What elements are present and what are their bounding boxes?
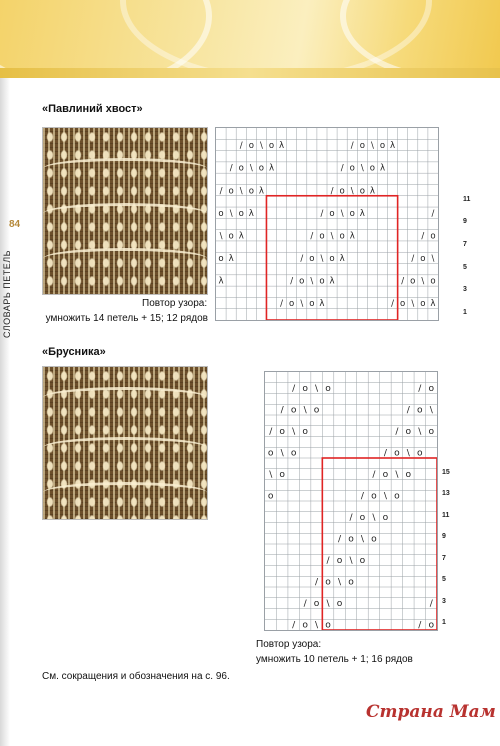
chart-symbol: λ — [268, 163, 275, 174]
chart-symbol: / — [229, 163, 233, 174]
chart-symbol: \ — [372, 513, 376, 524]
chart-symbol: o — [319, 231, 325, 242]
chart-symbol: o — [394, 448, 400, 459]
chart-symbol: o — [348, 577, 354, 588]
chart-symbol: λ — [379, 163, 386, 174]
chart-symbol: \ — [360, 534, 365, 545]
chart-symbol: o — [430, 276, 436, 287]
chart-symbol: o — [279, 427, 285, 438]
chart-symbol: o — [428, 620, 435, 630]
chart-symbol: λ — [319, 299, 325, 310]
chart-symbol: o — [267, 448, 274, 459]
chart-symbol: o — [325, 384, 331, 395]
chart-symbol: o — [336, 556, 343, 567]
pattern-2-row-numbers — [442, 371, 456, 629]
chart-symbol: o — [405, 427, 412, 438]
chart-symbol: o — [248, 141, 254, 152]
chart-symbol: o — [349, 208, 355, 219]
chart-symbol: o — [309, 254, 315, 265]
chart-symbol: \ — [330, 231, 334, 242]
page-number: 84 — [9, 219, 21, 230]
chart-symbol: / — [320, 208, 324, 219]
chart-symbol: λ — [228, 254, 234, 265]
row-number: 9 — [463, 218, 467, 226]
chart-svg — [216, 128, 438, 320]
chart-symbol: o — [302, 620, 308, 630]
chart-symbol: λ — [390, 141, 396, 152]
chart-symbol: \ — [259, 141, 263, 152]
chart-symbol: o — [359, 513, 366, 524]
chart-symbol: o — [400, 299, 406, 310]
chart-symbol: \ — [315, 620, 319, 630]
chart-symbol: \ — [421, 276, 425, 287]
chart-symbol: o — [329, 208, 335, 219]
chart-symbol: \ — [310, 276, 314, 287]
chart-symbol: / — [395, 427, 399, 438]
chart-symbol: o — [379, 141, 386, 152]
chart-symbol: o — [290, 448, 297, 459]
row-number: 3 — [442, 597, 446, 605]
chart-symbol: \ — [320, 254, 324, 265]
chart-symbol: \ — [431, 254, 435, 265]
chart-symbol: / — [360, 491, 365, 502]
chart-symbol: o — [428, 427, 435, 438]
chart-symbol: o — [420, 299, 426, 310]
chart-symbol: o — [248, 186, 254, 197]
pattern-2-repeat-label: Повтор узора: — [256, 639, 322, 650]
chart-symbol: \ — [229, 208, 233, 219]
chart-symbol: / — [337, 534, 342, 545]
pattern-1-title: «Павлиний хвост» — [42, 103, 143, 115]
chart-symbol: / — [290, 276, 294, 287]
chart-symbol: o — [329, 254, 335, 265]
row-number: 3 — [463, 286, 467, 294]
row-number: 7 — [463, 241, 467, 249]
chart-symbol: / — [350, 141, 354, 152]
row-number: 11 — [463, 195, 471, 203]
chart-symbol: / — [330, 186, 334, 197]
chart-symbol: o — [289, 299, 295, 310]
watermark-logo: Страна Мам — [366, 702, 496, 722]
footnote: См. сокращения и обозначения на с. 96. — [42, 671, 230, 682]
chart-symbol: \ — [418, 427, 422, 438]
chart-symbol: λ — [218, 276, 224, 287]
chart-symbol: o — [359, 141, 365, 152]
chart-symbol: o — [313, 405, 320, 416]
chart-svg — [265, 372, 437, 630]
chart-symbol: \ — [337, 577, 342, 588]
section-label: СЛОВАРЬ ПЕТЕЛЬ — [2, 249, 12, 338]
chart-symbol: o — [359, 556, 366, 567]
chart-symbol: o — [218, 254, 224, 265]
chart-symbol: o — [428, 384, 435, 395]
chart-symbol: o — [410, 276, 416, 287]
chart-symbol: \ — [411, 299, 415, 310]
chart-symbol: / — [411, 254, 415, 265]
chart-symbol: \ — [360, 163, 364, 174]
chart-symbol: λ — [349, 231, 355, 242]
pattern-2-chart — [264, 371, 438, 631]
chart-symbol: λ — [339, 254, 345, 265]
chart-symbol: / — [300, 254, 304, 265]
chart-symbol: o — [302, 427, 308, 438]
chart-symbol: \ — [370, 141, 374, 152]
row-number: 7 — [442, 554, 446, 562]
page-edge — [0, 78, 10, 746]
chart-symbol: / — [406, 405, 410, 416]
chart-symbol: λ — [248, 208, 254, 219]
chart-symbol: o — [238, 163, 244, 174]
chart-symbol: λ — [258, 186, 264, 197]
pattern-2-repeat-info: умножить 10 петель + 1; 16 рядов — [256, 654, 413, 665]
chart-symbol: λ — [369, 186, 375, 197]
chart-symbol: λ — [279, 141, 285, 152]
chart-symbol: o — [417, 405, 423, 416]
chart-symbol: \ — [219, 231, 223, 242]
chart-symbol: o — [302, 384, 308, 395]
chart-symbol: o — [319, 276, 325, 287]
chart-symbol: \ — [292, 427, 296, 438]
row-number: 15 — [442, 468, 450, 476]
row-number: 5 — [463, 263, 467, 271]
chart-symbol: / — [418, 384, 422, 395]
chart-symbol: λ — [238, 231, 244, 242]
chart-symbol: \ — [239, 186, 243, 197]
chart-symbol: \ — [349, 556, 353, 567]
chart-symbol: o — [405, 470, 412, 481]
chart-symbol: / — [372, 470, 376, 481]
chart-symbol: o — [228, 186, 234, 197]
chart-symbol: o — [290, 405, 297, 416]
chart-symbol: / — [401, 276, 405, 287]
row-number: 1 — [463, 308, 467, 316]
chart-symbol: / — [326, 556, 330, 567]
chart-symbol: / — [303, 599, 307, 610]
pattern-1-repeat-info: умножить 14 петель + 15; 12 рядов — [45, 313, 208, 324]
pattern-2-title: «Брусника» — [42, 346, 106, 358]
chart-symbol: / — [310, 231, 314, 242]
chart-symbol: o — [325, 620, 331, 630]
chart-symbol: o — [279, 470, 285, 481]
chart-symbol: λ — [430, 299, 436, 310]
chart-symbol: o — [359, 186, 365, 197]
chart-symbol: \ — [350, 186, 354, 197]
chart-symbol: o — [349, 163, 355, 174]
chart-symbol: \ — [383, 491, 387, 502]
chart-symbol: / — [418, 620, 422, 630]
pattern-1-repeat-label: Повтор узора: — [142, 298, 208, 309]
chart-symbol: o — [371, 491, 377, 502]
chart-symbol: / — [431, 208, 435, 219]
chart-symbol: \ — [395, 470, 399, 481]
pattern-1-knit-photo — [42, 127, 208, 295]
chart-symbol: o — [267, 491, 274, 502]
chart-symbol: o — [371, 534, 377, 545]
chart-symbol: \ — [249, 163, 253, 174]
chart-symbol: o — [382, 513, 389, 524]
chart-symbol: / — [292, 384, 296, 395]
chart-symbol: o — [268, 141, 275, 152]
chart-symbol: o — [258, 163, 265, 174]
chart-symbol: \ — [280, 448, 284, 459]
chart-symbol: o — [309, 299, 315, 310]
chart-symbol: o — [238, 208, 244, 219]
row-number: 5 — [442, 576, 446, 584]
chart-symbol: o — [339, 231, 345, 242]
chart-symbol: / — [315, 577, 319, 588]
chart-symbol: o — [430, 231, 436, 242]
chart-symbol: / — [340, 163, 344, 174]
chart-symbol: o — [382, 470, 389, 481]
chart-symbol: o — [313, 599, 320, 610]
chart-symbol: / — [292, 620, 296, 630]
chart-symbol: o — [218, 208, 224, 219]
chart-symbol: \ — [300, 299, 304, 310]
chart-symbol: λ — [359, 208, 365, 219]
chart-symbol: / — [269, 427, 273, 438]
chart-symbol: \ — [326, 599, 330, 610]
row-number: 9 — [442, 533, 446, 541]
chart-symbol: \ — [429, 405, 433, 416]
chart-symbol: / — [280, 299, 284, 310]
chart-symbol: o — [228, 231, 234, 242]
chart-symbol: o — [325, 577, 331, 588]
pattern-1-row-numbers — [463, 127, 477, 321]
chart-symbol: \ — [269, 470, 273, 481]
chart-symbol: o — [394, 491, 400, 502]
chart-symbol: / — [383, 448, 387, 459]
chart-symbol: o — [420, 254, 426, 265]
row-number: 11 — [442, 511, 450, 519]
chart-symbol: o — [336, 599, 343, 610]
chart-symbol: o — [417, 448, 423, 459]
chart-symbol: \ — [315, 384, 319, 395]
decorative-banner — [0, 0, 500, 78]
chart-symbol: \ — [406, 448, 410, 459]
chart-symbol: / — [429, 599, 433, 610]
chart-symbol: / — [421, 231, 425, 242]
row-number: 1 — [442, 619, 446, 627]
chart-symbol: / — [219, 186, 223, 197]
pattern-1-chart — [215, 127, 439, 321]
chart-symbol: / — [349, 513, 353, 524]
chart-symbol: / — [391, 299, 395, 310]
chart-symbol: o — [348, 534, 354, 545]
chart-symbol: o — [339, 186, 345, 197]
chart-symbol: o — [369, 163, 376, 174]
chart-symbol: \ — [303, 405, 307, 416]
chart-symbol: o — [299, 276, 305, 287]
pattern-2-knit-photo — [42, 366, 208, 520]
chart-symbol: \ — [340, 208, 344, 219]
chart-symbol: / — [280, 405, 284, 416]
chart-symbol: λ — [329, 276, 335, 287]
chart-symbol: / — [239, 141, 243, 152]
row-number: 13 — [442, 490, 450, 498]
